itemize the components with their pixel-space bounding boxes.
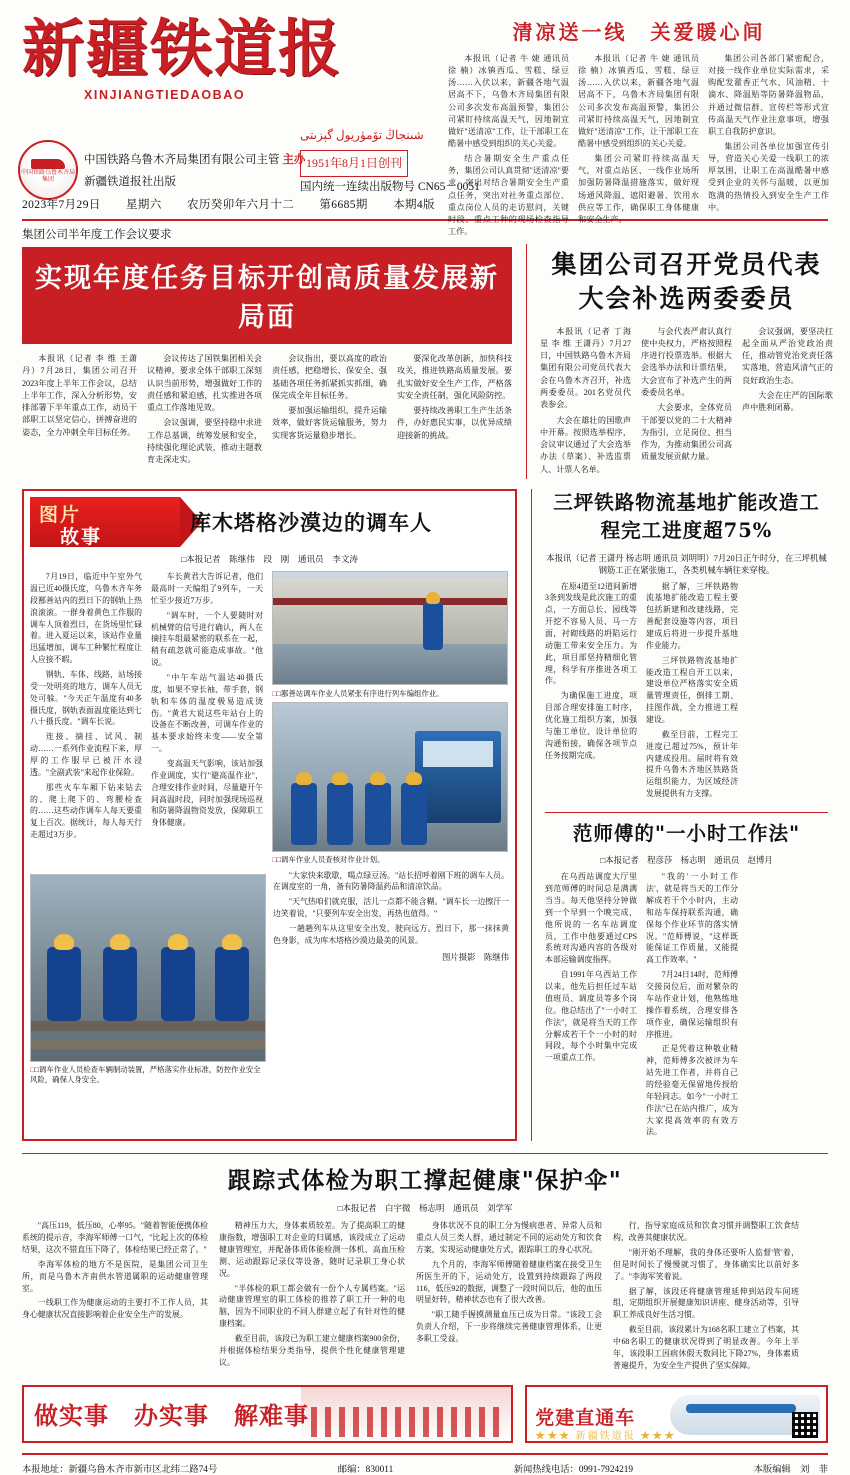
founded-badge: 1951年8月1日创刊 <box>300 150 408 177</box>
paragraph: 会议强调，要坚决扛起全面从严治党政治责任，推动管党治党责任落实落地，营造风清气正的良好政治生态。 <box>742 326 833 385</box>
paragraph: 在乌西站调度大厅里到范师傅的时间总是满满当当。每天他坚持分钟做到一个早到一个晚完成，他所说的一名车站调度员，工作中他要通过CPS系统对沟通内容的各级对本部运输调度指挥。 <box>545 872 637 965</box>
paragraph: 结合暑期安全生产重点任务，集团公司认真贯彻"送清凉"要求，突出对结合暑期安全生产重点任务，突出对社务重点部位、重点岗位人员的走访慰问，关键时段、重点工种的现场检查指导工作。 <box>448 154 569 236</box>
qr-code-icon[interactable] <box>792 1412 818 1438</box>
railway-logo <box>18 140 78 200</box>
masthead-publisher: 新疆铁道报社出版 <box>84 175 176 188</box>
picture-story-title: 库木塔格沙漠边的调车人 <box>190 510 432 536</box>
footer-address: 本报地址：新疆乌鲁木齐市新市区北纬二路74号 <box>22 1464 218 1475</box>
banner-party-title: 党建直通车 <box>535 1406 636 1429</box>
paragraph: 李海军体检的地方不是医院，是集团公司卫生所，而是乌鲁木齐南供水管道属职的运动健康管理室。 <box>22 1259 208 1293</box>
photo-train-body <box>273 578 507 644</box>
date-cn: 2023年7月29日 <box>22 199 101 211</box>
lead-col-3 <box>272 353 387 470</box>
lead-kicker: 集团公司半年度工作会议要求 <box>22 229 172 241</box>
caption-marker: □ <box>30 1064 35 1074</box>
photo-locomotive <box>415 731 501 823</box>
sanping-columns <box>545 581 828 803</box>
bottom-col-2 <box>219 1220 405 1374</box>
fan-master-byline: □本报记者 程彦莎 杨志明 通讯员 赵博月 <box>600 856 773 866</box>
sanping-col-2 <box>646 581 738 803</box>
photo-rail <box>31 1021 265 1031</box>
lead-secondary-col-1 <box>540 326 631 480</box>
article-sanping <box>545 489 828 803</box>
logo-emblem <box>31 159 65 169</box>
paragraph: 为确保施工进度，项目部合理安排施工时序，优化施工组织方案，加强与施工单位、设计单位的沟通衔接，确保各项节点任务按期完成。 <box>545 691 637 760</box>
fan-master-col-1 <box>545 871 637 1141</box>
paragraph: 本报讯（记者 牛 婕 通讯员 徐 楠）冰镇西瓜、雪糕、绿豆汤……入伏以来，新疆各地气温居高不下，乌鲁木齐局集团有限公司多次发布高温预警，集团公司紧盯持续高温天气，因地制宜做好"送清凉"工作，让干部职工在酷暑中感受到组织的关心关爱。 <box>578 54 699 148</box>
footer-hotline: 新闻热线电话：0991-7924219 <box>513 1464 634 1475</box>
banner-slogan-text: 做实事 办实事 解难事 <box>34 1400 309 1430</box>
picture-story-lower <box>30 870 509 1086</box>
banner-party-sub: ★★★ 新疆铁道报 ★★★ <box>535 1430 677 1442</box>
paragraph: 身体状况不良的职工分为慢病患者、异常人员和重点人员三类人群，通过制定不同的运动处方和饮食方案，实现运动健康处方式，跟踪职工的身心状况。 <box>416 1221 602 1254</box>
paragraph: 大会在庄严的国际歌声中胜利闭幕。 <box>742 390 833 413</box>
paragraph: 会议传达了国铁集团相关会议精神，要求全体干部职工深刻认识当前形势，增强做好工作的责任感和紧迫感，扎实推进各项重点工作落地见效。 <box>147 354 262 413</box>
paragraph: "天气热咱们就克服，活儿一点都不能含糊。"调车长一边擦汗一边笑着说，"只要列车安全出发，再热也值得。" <box>273 897 509 919</box>
paragraph: 车长黄君大告诉记者，他们最高时一天编组了9列车，一天忙至少接近7万步。 <box>151 572 263 605</box>
bottom-headline: 跟踪式体检为职工撑起健康"保护伞" <box>227 1167 623 1195</box>
paragraph: 变高温天气影响，该站加强作业调度，实行"避高温作业"，合理安排作业时间，尽量避开午间高温时段，同时加强现场巡视和防暑降温物资发放，保障职工身体健康。 <box>151 758 263 828</box>
masthead-meta <box>84 150 305 194</box>
banner-party-express[interactable] <box>525 1385 828 1443</box>
photo-brake-inspection <box>30 874 266 1062</box>
paragraph: 九个月的，李海军师傅随着健康档案在接受卫生所医生开的下，运动处方，设置到持续跟踪了两段116，低压92的数据，调整了一段时间以后，他的血压明显好转，精神状态也有了很大改善。 <box>416 1259 602 1305</box>
caption-marker: □ <box>272 854 277 864</box>
newspaper-pinyin: XINJIANGTIEDAOBAO <box>84 88 246 102</box>
photo-person <box>161 947 195 1021</box>
paragraph: 自1991年乌西站工作以来，他先后担任过车站值班员、调度员等多个岗位。他总结出了"一小时工作法"，就是将当天的工作分解成若干个一小时的时间段，每个小时集中完成一项重点工作。 <box>545 970 637 1063</box>
paragraph: 行，指导家庭成员和饮食习惯并调整职工饮食结构，改善其健康状况。 <box>613 1221 799 1243</box>
lead-secondary-headline: 集团公司召开党员代表大会补选两委委员 <box>551 250 822 313</box>
paragraph: 那些火车车厢下钻来钻去的、爬上爬下的、弯腰检查的……这些动作调车人每天要重复上百次。据统计，每人每天行走超过3万步。 <box>30 782 142 840</box>
lead-secondary-col-2 <box>641 326 732 480</box>
top-right-col-2 <box>578 53 699 241</box>
paragraph: 会议强调，要坚持稳中求进工作总基调，统筹发展和安全，持续强化理论武装，推动主题教育走深走实。 <box>147 418 262 465</box>
paragraph: 三坪铁路物流基地扩能改造工程自开工以来，建设单位严格落实安全质量管理责任，倒排工期、挂图作战，全力推进工程建设。 <box>646 655 738 725</box>
lead-secondary-article <box>526 244 833 479</box>
badge-line-2: 故事 <box>60 526 103 549</box>
paragraph: "职工随手握摸测量血压已成为日常。"该段工会负责人介绍，下一步将继续完善健康管理体系，让更多职工受益。 <box>416 1310 602 1343</box>
top-right-col-3 <box>708 53 829 241</box>
paragraph: "大家快来歇歇，喝点绿豆汤。"站长招呼着刚下班的调车人员。在调度室的一角，备有防暑降温药品和清凉饮品。 <box>273 870 509 892</box>
caption-marker: □ <box>272 689 277 699</box>
fan-master-columns <box>545 871 828 1141</box>
picture-story-lower-photo <box>30 870 264 1086</box>
masthead-uyghur-title: شىنجاڭ تۆمۈريول گېزىتى <box>300 128 424 142</box>
picture-story-body <box>30 571 509 865</box>
paragraph: 大会要求，全体党员干部要以党的二十大精神为指引，立足岗位、担当作为，为推动集团公司高质量发展贡献力量。 <box>641 403 732 462</box>
photo-credit: 图片摄影 陈继伟 <box>442 952 509 962</box>
photo-caption-3 <box>30 1065 264 1086</box>
host-flag: 主办 <box>282 154 306 166</box>
lunar-date: 农历癸卯年六月十二 <box>187 199 295 211</box>
paragraph: 一趟趟列车从这里安全出发，驶向远方。烈日下，那一抹抹黄色身影，成为库木塔格沙漠边最美的风景。 <box>273 923 509 945</box>
bottom-byline: □本报记者 白宇微 杨志明 通讯员 刘学军 <box>337 1203 513 1214</box>
paragraph: 在原4道至12道间新增3条到发线是此次施工的重点，一方面总长、园线等开挖不容易人员、马一方面，衬砌线路的坍陷运行动施工带来安全压力。为此，项目部坚持精细化管理，科学有序推进各项工作。 <box>545 581 637 686</box>
footer-banners <box>22 1385 828 1443</box>
lead-columns <box>22 353 512 470</box>
picture-story-col-1 <box>30 571 142 865</box>
paragraph: "高压119，低压80，心率95。"随着智能便携体检系统的提示音，李海军师傅一口气，"比起上次的体检结果，这次不错直压下降了，体检结果已经正常了。" <box>22 1221 208 1254</box>
banner-city-art <box>311 1407 501 1437</box>
lead-secondary-col-3 <box>742 326 833 480</box>
paragraph: 钢轨、车体、线路，站场接受一处明亮的地方，调车人员无处可躲。"今天正午温度有40多摄氏度，钢轨表面温度能达到七八十摄氏度。"调车长说。 <box>30 669 142 727</box>
photo-worker <box>423 602 443 650</box>
issue-number: 第6685期 <box>319 199 368 211</box>
paragraph: 截至目前，该段累计为168名职工建立了档案，其中68名职工的健康状况得到了明显改善。今年上半年，该段职工因病休假天数同比下降27%，身体素质普遍提升，为安全生产提供了坚实保障。 <box>613 1325 799 1370</box>
photo-caption-2 <box>272 855 508 866</box>
logo-text: 中国铁路乌鲁木齐局集团 <box>20 169 75 183</box>
middle-right-divider <box>545 812 828 813</box>
picture-story-badge <box>30 497 509 549</box>
photo-rail <box>31 1039 265 1049</box>
photo-caption-1 <box>272 689 508 700</box>
paragraph: 正是凭着这种敬业精神，范师傅多次被评为车站先进工作者，并将自己的经验毫无保留地传授给年轻同志。如今"一小时工作法"已在站内推广，成为大家提高效率的有效方法。 <box>646 1044 738 1137</box>
paragraph: 会议指出，要以高度的政治责任感，把稳增长、保安全、强基础各项任务抓紧抓实抓细，确保完成全年目标任务。 <box>272 354 387 400</box>
caption-text: □鄯善站调车作业人员紧张有序进行列车编组作业。 <box>276 689 444 699</box>
paragraph: 集团公司各部门紧密配合，对接一线作业单位实际需求，采购配发藿香正气水、风油精、十滴水、降温贴等防暑降温物品，并通过微信群、宣传栏等形式宣传高温天气作业注意事项，增强职工自我防护意识。 <box>708 54 829 136</box>
picture-story-photo-column <box>272 571 508 865</box>
photo-person <box>215 947 249 1021</box>
sanping-headline: 三坪铁路物流基地扩能改造工程完工进度超75% <box>553 491 820 543</box>
picture-story-box <box>22 489 517 1141</box>
paragraph: 本报讯（记者 丁海星 李 维 王潇丹）7月27日，中国铁路乌鲁木齐局集团有限公司党员代表大会在乌鲁木齐召开，补选两委委员。201名党员代表参会。 <box>540 326 631 410</box>
badge-line-1: 图片 <box>39 504 82 527</box>
picture-story-col-3 <box>273 870 509 1086</box>
photo-person <box>327 783 353 845</box>
paragraph: 要持续改善职工生产生活条件，办好惠民实事，以优异成绩迎接新的挑战。 <box>397 406 512 440</box>
article-fan-master <box>545 820 828 1141</box>
photo-person <box>103 947 137 1021</box>
paragraph: 截至目前，该段已为职工建立健康档案900余份，并根据体检结果分类指导，提供个性化健康管理建议。 <box>219 1333 405 1367</box>
bottom-columns <box>22 1220 828 1374</box>
top-right-col-1 <box>448 53 569 241</box>
caption-text: □调车作业人员检查车辆制动装置，严格落实作业标准，防控作业安全风险，确保人身安全。 <box>30 1064 261 1085</box>
lead-col-1 <box>22 353 137 470</box>
paragraph: "调车时，一个人要随时对机械臂的信号进行确认，两人在摘挂车组最紧密的联系在一起，稍有疏忽就可能造成事故。"他说。 <box>151 610 263 668</box>
bottom-article <box>22 1153 828 1374</box>
banner-service-slogan[interactable] <box>22 1385 513 1443</box>
top-right-article <box>448 16 830 241</box>
lead-col-4 <box>397 353 512 470</box>
paragraph: 与会代表严肃认真行使中央权力，严格按照程序进行投票选举。根据大会选举办法和计票结果，大会宣布了补选产生的两委委员名单。 <box>641 326 732 397</box>
paragraph: 截至目前，工程完工进度已超过75%，预计年内建成投用。届时将有效提升乌鲁木齐地区铁路货运组织能力，为区域经济发展提供有力支撑。 <box>646 729 738 799</box>
picture-story-byline: □本报记者 陈继伟 段 刚 通讯员 李文涛 <box>180 554 359 565</box>
paragraph: 精神压力大，身体素质较差。为了提高职工的健康指数，增强职工对企业的归属感，该段成立了运动健康管理室，并配备体质体能检测一体机、高血压检测、运动跟踪记录仪等设备，随时记录职工身心状况。 <box>219 1221 405 1278</box>
badge-shape <box>30 497 180 547</box>
lead-headline: 实现年度任务目标开创高质量发展新局面 <box>22 247 512 344</box>
paragraph: 集团公司各单位加强宣传引导，营造关心关爱一线职工的浓厚氛围，让职工在高温酷暑中感受到企业的关怀与温暖，以更加饱满的热情投入到安全生产工作中。 <box>708 141 829 212</box>
footer-postcode: 邮编：830011 <box>337 1464 394 1475</box>
top-right-headline: 清凉送一线 关爱暖心间 <box>512 20 766 44</box>
photo-person <box>291 783 317 845</box>
lead-col-2 <box>147 353 262 470</box>
lead-section <box>22 244 833 479</box>
caption-text: □调车作业人员查核对作业计划。 <box>276 854 385 864</box>
paragraph: "我的'一小时工作法'，就是将当天的工作分解成若干个小时内，主动和站车保持联系沟通，确保每个作业环节的落实情况。"范师傅说，"这样既能保证工作质量，又能提高工作效率。" <box>646 872 738 965</box>
bottom-col-3 <box>416 1220 602 1374</box>
paragraph: 本报讯（记者 李 维 王潇丹）7月28日，集团公司召开2023年度上半年工作会议，总结上半年工作，深入分析形势，安排部署下半年重点工作，动员干部职工以坚定信心、拼搏奋进的姿态，全力冲刺全年目标任务。 <box>22 354 137 437</box>
picture-story-col-2 <box>151 571 263 865</box>
paragraph: 7月19日，临近中午室外气温已近40摄氏度，乌鲁木齐车务段鄯善站内的烈日下的钢轨上热浪滚滚。一群身着黄色工作服的调车人顶着烈日，在货场里忙碌着。进入夏运以来，该站作业量迅猛增加，调车工种繁忙程度让人应接不暇。 <box>30 572 142 665</box>
masthead-left <box>22 12 437 102</box>
paragraph: 大会在雄壮的国歌声中开幕。按照选举程序，会议审议通过了大会选举办法（草案）、补选监票人、计票人名单。 <box>540 415 631 474</box>
footer-editor: 本版编辑 刘 菲 <box>753 1464 828 1475</box>
fan-master-col-2 <box>646 871 738 1141</box>
paragraph: 集团公司紧盯持续高温天气，对重点站区、一线作业场所加强防暑降温措施落实，做好现场通风降温、遮阳避暑、饮用水供应等工作，确保职工身体健康和安全生产。 <box>578 154 699 224</box>
photo-person <box>47 947 81 1021</box>
photo-person <box>401 783 427 845</box>
masthead-dateline <box>22 196 457 212</box>
fan-master-headline: 范师傅的"一小时工作法" <box>572 822 801 846</box>
paragraph: 要加强运输组织，提升运输效率，做好客货运输服务，努力实现客货运量稳步增长。 <box>272 406 387 440</box>
paragraph: 据了解，三坪铁路物流基地扩能改造工程主要包括新建和改建线路，完善配套设施等内容，项目建成后将进一步提升基地作业能力。 <box>646 581 738 650</box>
bottom-col-4 <box>613 1220 799 1374</box>
weekday: 星期六 <box>126 199 162 211</box>
paragraph: "中午车站气温达40摄氏度，如果不穿长袖、带手套，钢轨和车体的温度极易造成烫伤。"黄君大说这些年站台上的设备在不断改善，可调车作业的基本要求始终未变——安全第一。 <box>151 672 263 754</box>
host-label: 中国铁路乌鲁木齐局集团有限公司主管 <box>84 154 280 166</box>
paragraph: 一线职工作为健康运动的主要打不工作人员，其身心健康状况直接影响着企业安全生产的发展。 <box>22 1298 208 1320</box>
top-right-columns <box>448 53 830 241</box>
photo-person <box>365 783 391 845</box>
paragraph: 7月24日14时，范师傅交接岗位后，面对繁杂的车站作业计划，他熟练地操作着系统，合理安排各项作业，确保运输组织有序推进。 <box>646 970 738 1039</box>
middle-section <box>22 489 828 1141</box>
newspaper-title: 新疆铁道报 <box>22 12 343 85</box>
page-count: 本期4版 <box>393 199 435 211</box>
lead-main-article <box>22 244 512 479</box>
paragraph: "刚开始不理解，我的身体还要听人监督'管'着，但是时间长了慢慢就习惯了，身体确实比以前好多了。"李海军笑着说。 <box>613 1247 799 1281</box>
photo-train-coupling <box>272 571 508 685</box>
paragraph: 本报讯（记者 牛 婕 通讯员 徐 楠）冰镇西瓜、雪糕、绿豆汤……入伏以来，新疆各地气温居高不下，乌鲁木齐局集团有限公司多次发布高温预警，集团公司紧盯持续高温天气，因地制宜做好"送清凉"工作，让干部职工在酷暑中感受到组织的关心关爱。 <box>448 54 569 148</box>
paragraph: 连接、摘挂、试风、制动……一系列作业流程下来，厚厚的工作服早已被汗水浸透。"全副武装"来起作业保险。 <box>30 732 142 777</box>
middle-right-column <box>531 489 828 1141</box>
bottom-col-1 <box>22 1220 208 1374</box>
masthead-host-line <box>84 150 305 172</box>
lead-secondary-columns <box>540 326 833 480</box>
paragraph: "半体检的职工都会做有一份个人专属档案。"运动健康管理室的职工体检的推荐了职工开一种的电脑，因为不同职业的不同人群建立起了有针对性的健康档案。 <box>219 1283 405 1329</box>
sanping-col-1 <box>545 581 637 803</box>
paragraph: 据了解，该段还将健康管理延伸到站段车间班组，定期组织开展健康知识讲座、健身活动等，引导职工养成良好生活习惯。 <box>613 1286 799 1320</box>
page-footer <box>22 1453 828 1475</box>
paragraph: 要深化改革创新，加快科技攻关，推进铁路高质量发展。要扎实做好安全生产工作，严格落实安全责任制，强化风险防控。 <box>397 354 512 400</box>
sanping-byline: 本报讯（记者 王潇丹 杨志明 通讯员 刘明明）7月20日正午时分，在三坪机械钢筋工正在紧张施工，各类机械车辆往来穿梭。 <box>546 553 827 575</box>
masthead-issn: 国内统一连续出版物号 CN65－0051 <box>300 180 480 193</box>
photo-crew-checking-plan <box>272 702 508 852</box>
